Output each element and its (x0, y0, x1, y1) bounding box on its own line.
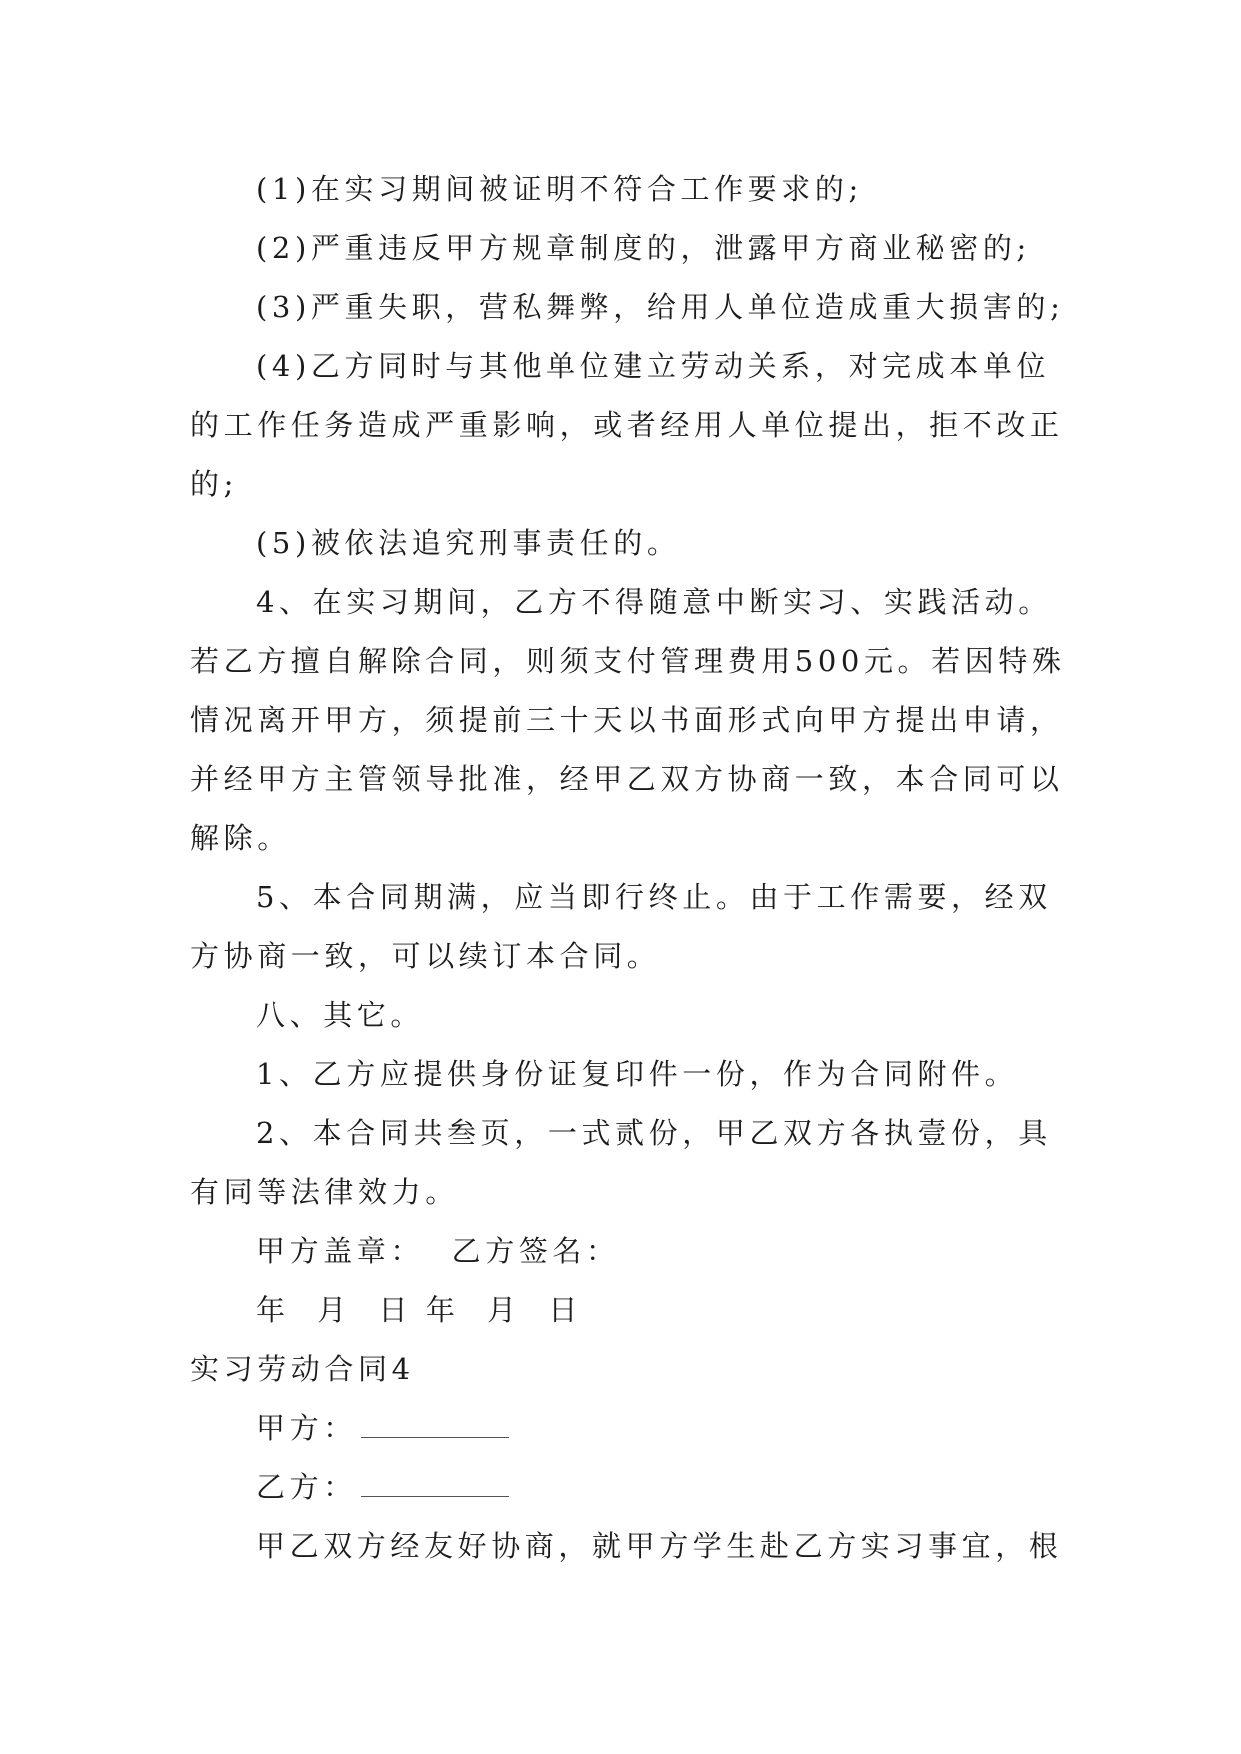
party-b-line (190, 1458, 1070, 1517)
contract-body (190, 160, 1070, 1576)
clause-item-3: (3)严重失职，营私舞弊，给用人单位造成重大损害的; (256, 290, 1065, 324)
clause-4: 4、在实习期间，乙方不得随意中断实习、实践活动。 (256, 585, 1052, 619)
other-clause-1: 1、乙方应提供身份证复印件一份，作为合同附件。 (256, 1057, 1019, 1091)
clause-5: 5、本合同期满，应当即行终止。由于工作需要，经双 (256, 880, 1052, 914)
party-b-blank (361, 1476, 509, 1497)
date-line: 年 月 日 年 月 日 (256, 1293, 582, 1327)
party-a-line (190, 1399, 1070, 1458)
other-clause-2-continued: 有同等法律效力。 (190, 1175, 459, 1209)
other-clause-2: 2、本合同共叁页，一式贰份，甲乙双方各执壹份，具 (256, 1116, 1052, 1150)
agreement-intro: 甲乙双方经友好协商，就甲方学生赴乙方实习事宜，根 (256, 1529, 1063, 1563)
party-b-label: 乙方： (256, 1470, 357, 1504)
party-a-blank (361, 1417, 509, 1438)
signature-line: 甲方盖章： 乙方签名： (256, 1234, 620, 1268)
clause-5-continued: 方协商一致，可以续订本合同。 (190, 939, 661, 973)
clause-item-4: (4)乙方同时与其他单位建立劳动关系，对完成本单位 (256, 349, 1051, 383)
party-a-label: 甲方： (256, 1411, 357, 1445)
clause-item-4-continued: 的工作任务造成严重影响，或者经用人单位提出，拒不改正 的; (190, 408, 1064, 501)
clause-item-2: (2)严重违反甲方规章制度的，泄露甲方商业秘密的; (256, 231, 1031, 265)
section-other-heading: 八、其它。 (256, 998, 425, 1032)
clause-4-continued: 若乙方擅自解除合同，则须支付管理费用500元。若因特殊 情况离开甲方，须提前三十天以书面形式向甲方提出申请， 并经甲方主管领导批准，经甲乙双方协商一致，本合同可以 解除。 (190, 644, 1066, 855)
section-title: 实习劳动合同4 (190, 1352, 415, 1386)
clause-item-5: (5)被依法追究刑事责任的。 (256, 526, 681, 560)
clause-item-1: (1)在实习期间被证明不符合工作要求的; (256, 172, 863, 206)
